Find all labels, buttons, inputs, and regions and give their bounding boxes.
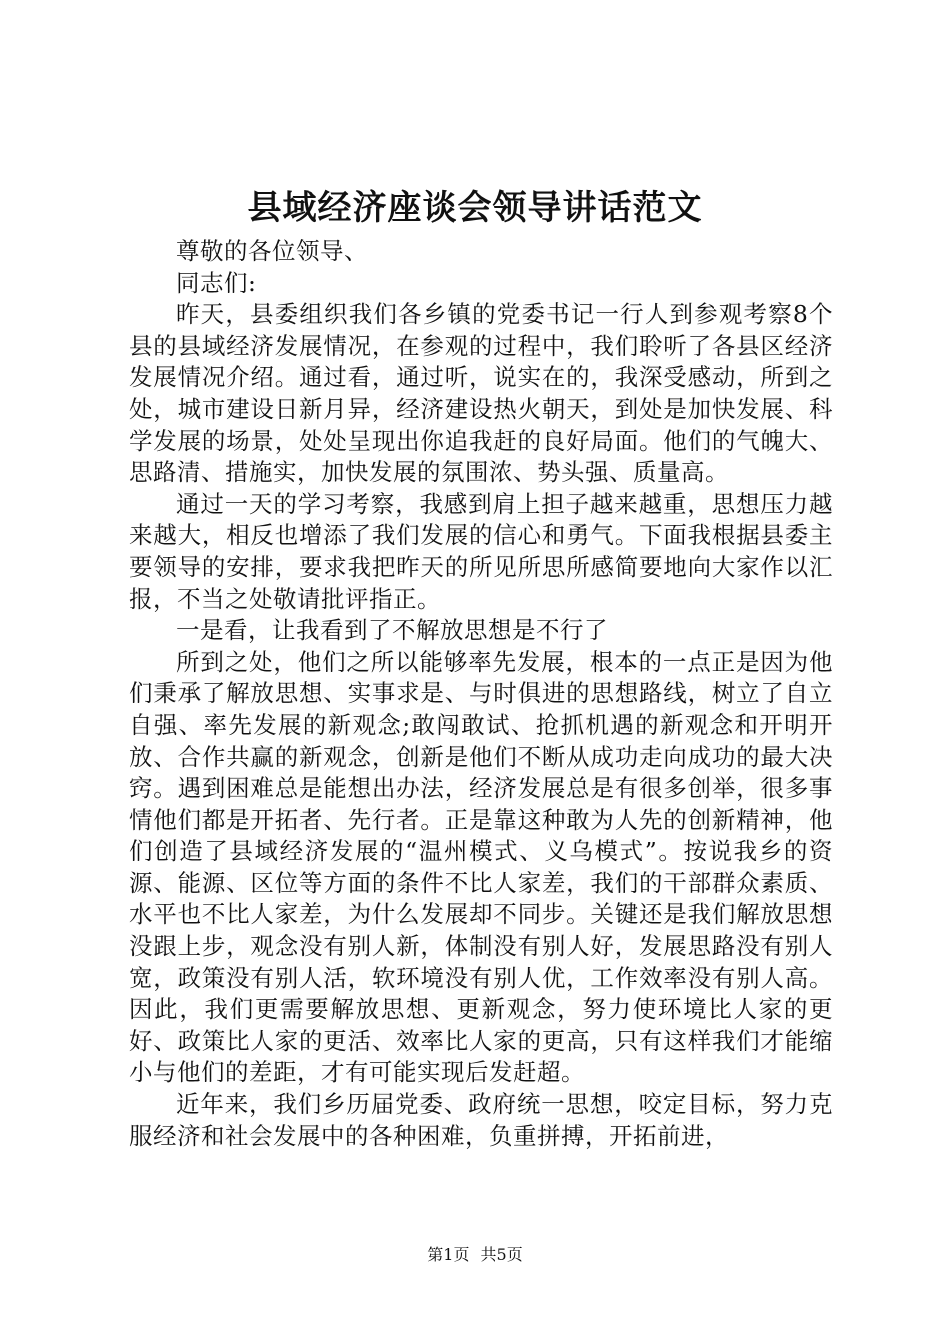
- page-footer: [0, 1244, 950, 1266]
- paragraph: 通过一天的学习考察，我感到肩上担子越来越重，思想压力越来越大，相反也增添了我们发展的信心和勇气。下面我根据县委主要领导的安排，要求我把昨天的所见所思所感简要地向大家作以汇报，不当之处敬请批评指正。: [129, 489, 833, 613]
- paragraph: 近年来，我们乡历届党委、政府统一思想，咬定目标，努力克服经济和社会发展中的各种困难，负重拼搏，开拓前进，: [129, 1090, 833, 1150]
- paragraph: 所到之处，他们之所以能够率先发展，根本的一点正是因为他们秉承了解放思想、实事求是、与时俱进的思想路线，树立了自立自强、率先发展的新观念;敢闯敢试、抢抓机遇的新观念和开明开放、合作共赢的新观念，创新是他们不断从成功走向成功的最大决窍。遇到困难总是能想出办法，经济发展总是有很多创举，很多事情他们都是开拓者、先行者。正是靠这种敢为人先的创新精神，他们创造了县域经济发展的“温州模式、义乌模式”。按说我乡的资源、能源、区位等方面的条件不比人家差，我们的干部群众素质、水平也不比人家差，为什么发展却不同步。关键还是我们解放思想没跟上步，观念没有别人新，体制没有别人好，发展思路没有别人宽，政策没有别人活，软环境没有别人优，工作效率没有别人高。因此，我们更需要解放思想、更新观念，努力使环境比人家的更好、政策比人家的更活、效率比人家的更高，只有这样我们才能缩小与他们的差距，才有可能实现后发赶超。: [129, 647, 833, 1087]
- salutation-line-1: 尊敬的各位领导、: [176, 237, 368, 265]
- paragraph: 昨天，县委组织我们各乡镇的党委书记一行人到参观考察8个县的县域经济发展情况，在参观的过程中，我们聆听了各县区经济发展情况介绍。通过看，通过听，说实在的，我深受感动，所到之处，城市建设日新月异，经济建设热火朝天，到处是加快发展、科学发展的场景，处处呈现出你追我赶的良好局面。他们的气魄大、思路清、措施实，加快发展的氛围浓、势头强、质量高。: [129, 300, 833, 487]
- section-heading: 一是看，让我看到了不解放思想是不行了: [176, 616, 608, 645]
- page-number: 第1页: [427, 1245, 470, 1264]
- page-total: 共5页: [480, 1245, 523, 1264]
- document-body: [129, 236, 833, 1152]
- salutation-line-2: 同志们:: [176, 268, 257, 297]
- document-title: 县域经济座谈会领导讲话范文: [247, 188, 703, 228]
